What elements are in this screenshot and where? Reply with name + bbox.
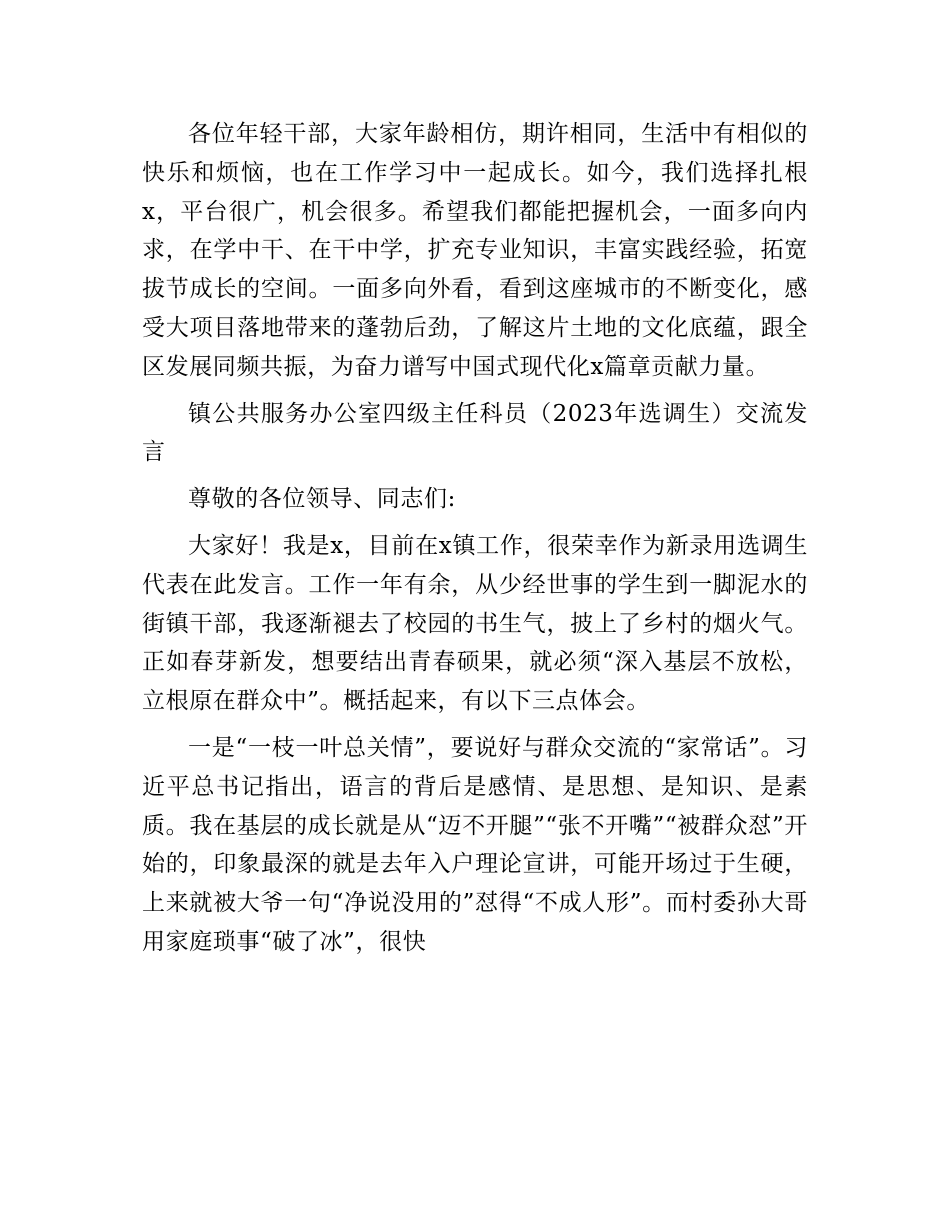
- paragraph-introduction: 大家好！我是x，目前在x镇工作，很荣幸作为新录用选调生代表在此发言。工作一年有余，从少经世事的学生到一脚泥水的街镇干部，我逐渐褪去了校园的书生气，披上了乡村的烟火气。正如春芽新发，想要结出青春硕果，就必须“深入基层不放松，立根原在群众中”。概括起来，有以下三点体会。: [142, 532, 808, 715]
- paragraph-point-one: 一是“一枝一叶总关情”，要说好与群众交流的“家常话”。习近平总书记指出，语言的背后是感情、是思想、是知识、是素质。我在基层的成长就是从“迈不开腿”“张不开嘴”“被群众怼”开始的，印象最深的就是去年入户理论宣讲，可能开场过于生硬，上来就被大爷一句“净说没用的”怼得“不成人形”。而村委孙大哥用家庭琐事“破了冰”，很快: [142, 734, 808, 955]
- salutation: 尊敬的各位领导、同志们:: [188, 486, 456, 513]
- document-body: [142, 115, 808, 970]
- speech-title: 镇公共服务办公室四级主任科员（2023年选调生）交流发言: [142, 400, 808, 466]
- paragraph-young-cadres: 各位年轻干部，大家年龄相仿，期许相同，生活中有相似的快乐和烦恼，也在工作学习中一起成长。如今，我们选择扎根x，平台很广，机会很多。希望我们都能把握机会，一面多向内求，在学中干、在干中学，扩充专业知识，丰富实践经验，拓宽拔节成长的空间。一面多向外看，看到这座城市的不断变化，感受大项目落地带来的蓬勃后劲，了解这片土地的文化底蕴，跟全区发展同频共振，为奋力谱写中国式现代化x篇章贡献力量。: [142, 121, 808, 380]
